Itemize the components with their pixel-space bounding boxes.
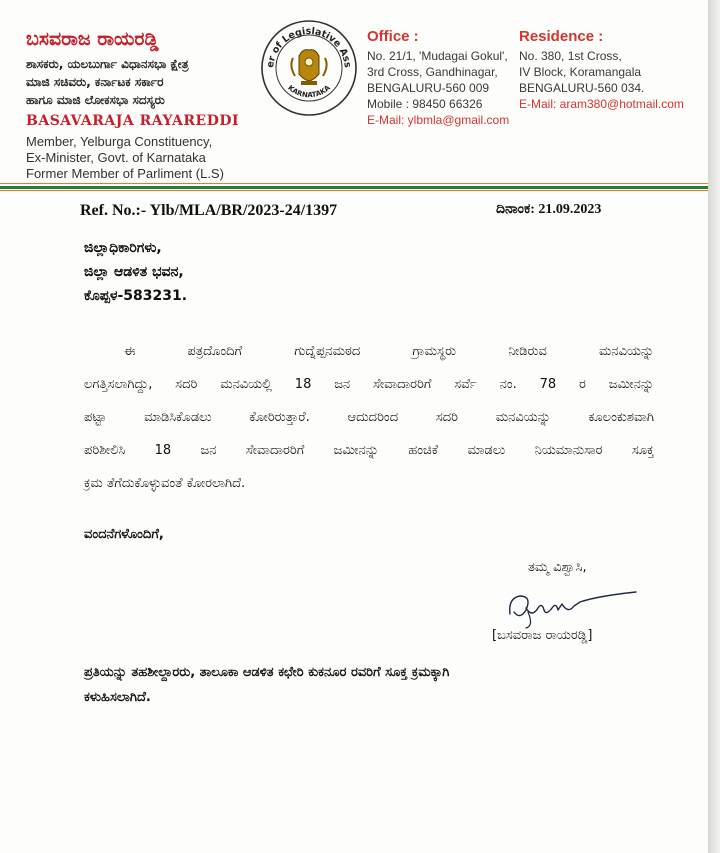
title-english-3: Former Member of Parliment (L.S) xyxy=(26,166,224,181)
name-english: BASAVARAJA RAYAREDDI xyxy=(26,113,240,129)
office-line-1: No. 21/1, 'Mudagai Gokul', xyxy=(367,49,508,63)
title-kannada-3: ಹಾಗೂ ಮಾಜಿ ಲೋಕಸಭಾ ಸದಸ್ಯರು xyxy=(26,93,165,107)
seal-top-text: er of Legislative Ass xyxy=(264,25,353,69)
office-mobile: Mobile : 98450 66326 xyxy=(367,97,483,111)
body-line-3: ಪಟ್ಟಾ ಮಾಡಿಸಿಕೊಡಲು ಕೋರಿರುತ್ತಾರೆ. ಆದುದರಿಂದ ಸದರಿ ಮನವಿಯನ್ನು ಕೂಲಂಕುಶವಾಗಿ xyxy=(84,410,654,425)
title-kannada-2: ಮಾಜಿ ಸಚಿವರು, ಕರ್ನಾಟಕ ಸರ್ಕಾರ xyxy=(26,75,164,89)
page-edge-shadow xyxy=(708,0,720,853)
state-emblem-icon xyxy=(291,50,326,85)
body-line-1: ಈ ಪತ್ರದೊಂದಿಗೆ ಗುದ್ನೆಪ್ಪನಮಠದ ಗ್ರಾಮಸ್ಥರು ನೀಡಿರುವ ಮನವಿಯನ್ನು xyxy=(124,344,654,359)
header-rule-orange-2 xyxy=(0,190,708,191)
letter-date: ದಿನಾಂಕ: 21.09.2023 xyxy=(496,202,602,217)
office-email[interactable]: E-Mail: ylbmla@gmail.com xyxy=(367,113,510,127)
residence-email[interactable]: E-Mail: aram380@hotmail.com xyxy=(519,97,684,111)
body-line-2: ಲಗತ್ತಿಸಲಾಗಿದ್ದು, ಸದರಿ ಮನವಿಯಲ್ಲಿ 18 ಜನ ಸೇವಾದಾರರಿಗೆ ಸರ್ವೆ ನಂ. 78 ರ ಜಮೀನನ್ನು xyxy=(84,377,654,392)
copy-line-2: ಕಳುಹಿಸಲಾಗಿದೆ. xyxy=(84,690,151,705)
residence-line-1: No. 380, 1st Cross, xyxy=(519,49,622,63)
copy-line-1: ಪ್ರತಿಯನ್ನು ತಹಶೀಲ್ದಾರರು, ತಾಲೂಕಾ ಆಡಳಿತ ಕಛೇರಿ ಕುಕನೂರ ರವರಿಗೆ ಸೂಕ್ತ ಕ್ರಮಕ್ಕಾಗಿ xyxy=(84,665,450,680)
body-line-5: ಕ್ರಮ ತೆಗೆದುಕೊಳ್ಳುವಂತೆ ಕೋರಲಾಗಿದೆ. xyxy=(84,476,246,491)
salutation: ವಂದನೆಗಳೊಂದಿಗೆ, xyxy=(84,527,164,542)
address-line-3: ಕೊಪ್ಪಳ-583231. xyxy=(84,288,188,304)
signature xyxy=(498,580,648,630)
title-kannada-1: ಶಾಸಕರು, ಯಲಬುರ್ಗಾ ವಿಧಾನಸಭಾ ಕ್ಷೇತ್ರ xyxy=(26,57,189,71)
title-english-1: Member, Yelburga Constituency, xyxy=(26,134,213,149)
office-line-3: BENGALURU-560 009 xyxy=(367,81,490,95)
title-english-2: Ex-Minister, Govt. of Karnataka xyxy=(26,150,206,165)
reference-number: Ref. No.:- Ylb/MLA/BR/2023-24/1397 xyxy=(80,202,338,219)
closing: ತಮ್ಮ ವಿಶ್ವಾಸಿ, xyxy=(528,560,587,575)
office-heading: Office : xyxy=(367,28,419,45)
name-kannada: ಬಸವರಾಜ ರಾಯರಡ್ಡಿ xyxy=(26,28,159,50)
assembly-seal xyxy=(259,18,359,118)
address-line-1: ಜಿಲ್ಲಾಧಿಕಾರಿಗಳು, xyxy=(84,240,162,256)
office-line-2: 3rd Cross, Gandhinagar, xyxy=(367,65,498,79)
signatory-name: [ಬಸವರಾಜ ರಾಯರಡ್ಡಿ] xyxy=(492,628,593,643)
header-rule-green xyxy=(0,186,708,189)
seal-bottom-text: KARNATAKA xyxy=(286,83,332,100)
residence-heading: Residence : xyxy=(519,28,604,45)
body-line-4: ಪರಿಶೀಲಿಸಿ 18 ಜನ ಸೇವಾದಾರರಿಗೆ ಜಮೀನನ್ನು ಹಂಚಿಕೆ ಮಾಡಲು ನಿಯಮಾನುಸಾರ ಸೂಕ್ತ xyxy=(84,443,654,458)
address-line-2: ಜಿಲ್ಲಾ ಆಡಳಿತ ಭವನ, xyxy=(84,264,184,280)
header-rule-orange xyxy=(0,183,708,184)
residence-line-2: IV Block, Koramangala xyxy=(519,65,642,79)
residence-line-3: BENGALURU-560 034. xyxy=(519,81,645,95)
